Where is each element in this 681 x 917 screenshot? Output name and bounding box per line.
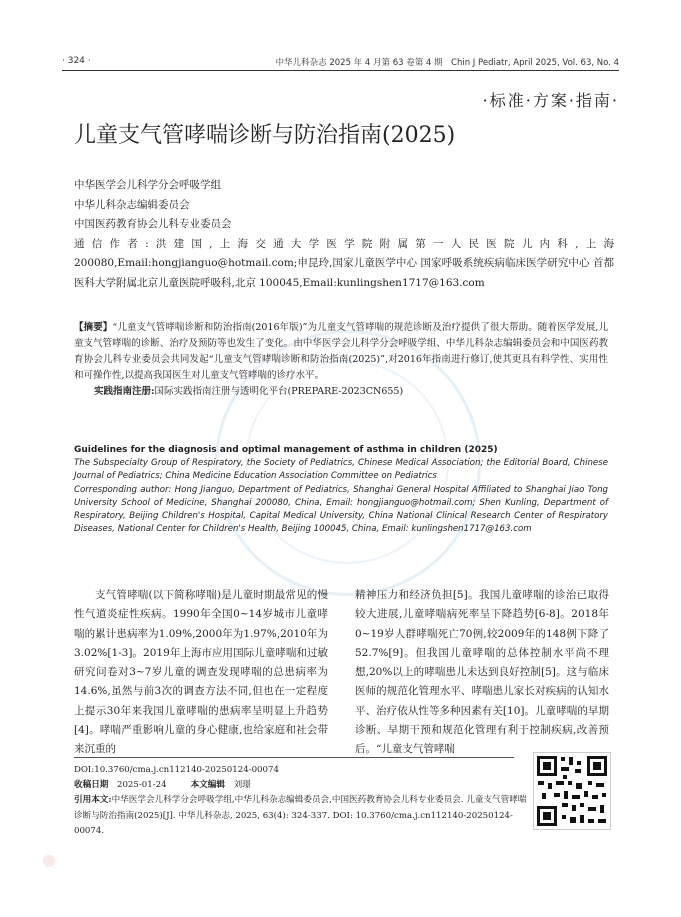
header-rule: [62, 70, 619, 71]
qr-code-graphic: [534, 753, 610, 829]
article-title: 儿童支气管哮喘诊断与防治指南(2025): [74, 123, 456, 148]
author-group-3: 中国医药教育协会儿科专业委员会: [74, 218, 232, 230]
qr-code[interactable]: [533, 752, 611, 830]
english-groups: The Subspecialty Group of Respiratory, the Society of Pediatrics, Chinese Medical Association; the Editorial Board, Chinese Journal of Pediatrics; China Medicine Education Association Committee on Pediatrics: [74, 458, 608, 482]
editor-name: 刘璟: [233, 780, 251, 791]
body-paragraph: 支气管哮喘(以下简称哮喘)是儿童时期最常见的慢性气道炎症性疾病。1990年全国0~14岁城市儿童哮喘的累计患病率为1.09%,2000年为1.97%,2010年为3.02%[1-3]。2019年上海市应用国际儿童哮喘和过敏研究问卷对3~7岁儿童的调查发现哮喘的总患病率为14.6%,虽然与前3次的调查方法不同,但也在一定程度上提示30年来我国儿童哮喘的患病率呈明显上升趋势[4]。哮喘严重影响儿童的身心健康,也给家庭和社会带来沉重的: [74, 589, 328, 756]
corresponding-author: 通信作者:洪建国,上海交通大学医学院附属第一人民医院儿内科,上海 200080,Email:hongjianguo@hotmail.com;申昆玲,国家儿童医学中心 国家呼吸系统疾病临床医学研究中心 首都医科大学附属北京儿童医院呼吸科,北京 100045,Email:kunlingshen1717@163.com: [74, 237, 614, 289]
body-paragraph-continued: 精神压力和经济负担[5]。我国儿童哮喘的诊治已取得较大进展,儿童哮喘病死率呈下降趋势[6-8]。2018年0~19岁人群哮喘死亡70例,较2009年的148例下降了52.7%[9]。但我国儿童哮喘的总体控制水平尚不理想,20%以上的哮喘患儿未达到良好控制[5]。这与临床医师的规范化管理水平、哮喘患儿家长对疾病的认知水平、治疗依从性等多种因素有关[10]。儿童哮喘的早期诊断、早期干预和规范化管理有利于控制疾病,改善预后。“儿童支气管哮喘: [355, 589, 609, 756]
english-abstract-block: [74, 444, 608, 536]
author-block: [74, 176, 614, 293]
registration-text: 国际实践指南注册与透明化平台(PREPARE-2023CN655): [154, 386, 404, 397]
journal-header: 中华儿科杂志 2025 年 4 月第 63 卷第 4 期 Chin J Pediatr, April 2025, Vol. 63, No. 4: [275, 58, 619, 68]
editor-label: 本文编辑: [190, 780, 225, 791]
body-column-left: [74, 586, 328, 760]
author-group-1: 中华医学会儿科学分会呼吸学组: [74, 179, 221, 191]
registration-label: 实践指南注册:: [94, 386, 155, 397]
footer-rule: [74, 757, 514, 758]
watermark-logo: ●: [42, 850, 58, 869]
abstract-text: “儿童支气管哮喘诊断和防治指南(2016年版)”为儿童支气管哮喘的规范诊断及治疗提供了很大帮助。随着医学发展,儿童支气管哮喘的诊断、治疗及预防等也发生了变化。由中华医学会儿科学分会呼吸学组、中华儿科杂志编辑委员会和中国医药教育协会儿科专业委员会共同发起“儿童支气管哮喘诊断和防治指南(2025)”,对2016年指南进行修订,使其更具有科学性、实用性和可操作性,以提高我国医生对儿童支气管哮喘的诊疗水平。: [74, 322, 608, 381]
citation-text: 中华医学会儿科学分会呼吸学组,中华儿科杂志编辑委员会,中国医药教育协会儿科专业委员会. 儿童支气管哮喘诊断与防治指南(2025)[J]. 中华儿科杂志, 2025, 63(4): 324-337. DOI: 10.3760/cma.j.cn112140-20250124-00074.: [74, 795, 527, 836]
body-column-right: [355, 586, 609, 760]
author-group-2: 中华儿科杂志编辑委员会: [74, 198, 190, 211]
abstract: [74, 320, 608, 400]
received-label: 收稿日期: [74, 780, 109, 791]
abstract-label: 【摘要】: [74, 322, 113, 333]
page-number: · 324 ·: [62, 56, 91, 66]
doi: DOI:10.3760/cma.j.cn112140-20250124-00074: [74, 765, 279, 775]
citation-label: 引用本文:: [74, 795, 112, 806]
english-title: Guidelines for the diagnosis and optimal management of asthma in children (2025): [74, 445, 498, 455]
received-date: 2025-01-24: [117, 780, 167, 791]
english-corresponding: Corresponding author: Hong Jianguo, Department of Pediatrics, Shanghai General Hospital Affiliated to Shanghai Jiao Tong University School of Medicine, Shanghai 200080, China, Email: hongjianguo@hotmail.com; Shen Kunling, Department of Respiratory, Beijing Children's Hospital, Capital Medical University, China National Clinical Research Center of Respiratory Diseases, National Center for Children's Health, Beijing 100045, China, Email: kunlingshen1717@163.com: [74, 484, 608, 535]
footer-notes: [74, 763, 528, 839]
section-label: ·标准·方案·指南·: [482, 91, 619, 110]
